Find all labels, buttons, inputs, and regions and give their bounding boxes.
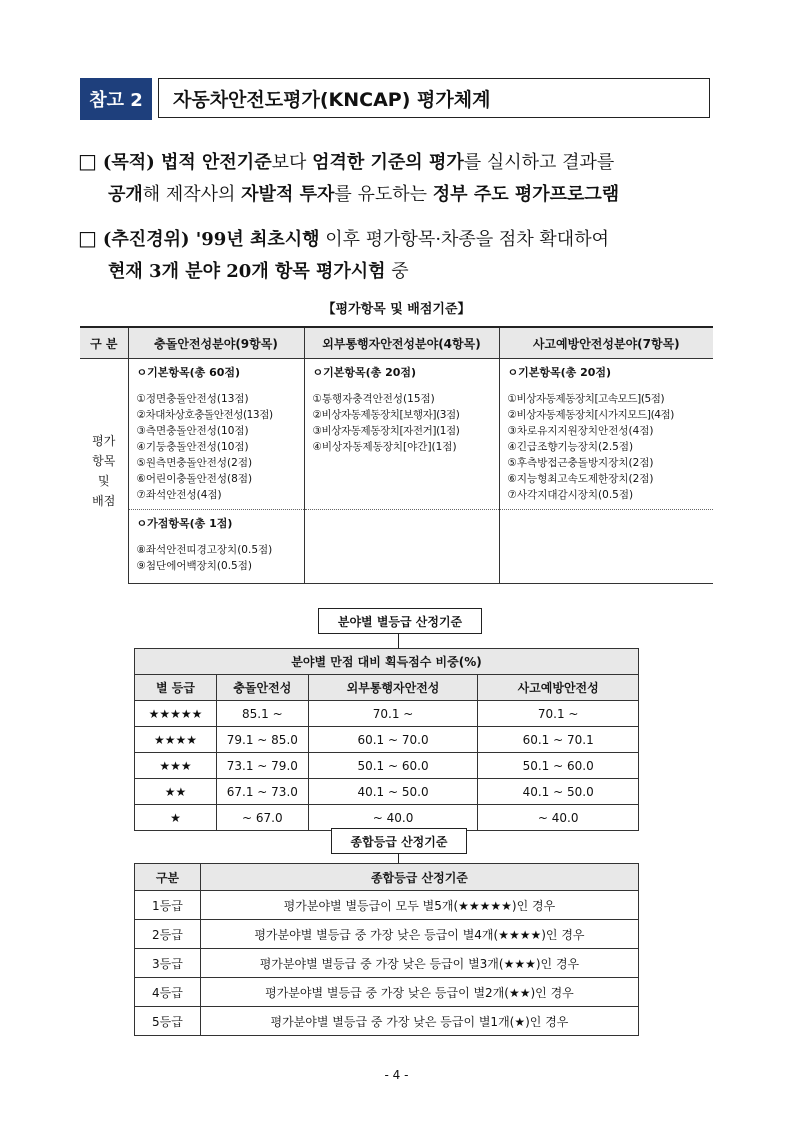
text: 중 xyxy=(385,261,409,282)
column-header: 종합등급 산정기준 xyxy=(200,864,638,891)
connector-line xyxy=(398,634,399,648)
star-cell: ★★★★★ xyxy=(135,701,217,727)
list-item: ⑨첨단에어백장치(0.5점) xyxy=(136,560,252,572)
section-head: ㅇ가점항목(총 1점) xyxy=(136,517,233,530)
column-header: 외부통행자안전성분야(4항목) xyxy=(304,327,499,359)
list-item: ②비상자동제동장치[시가지모드](4점) xyxy=(507,409,674,421)
table-row xyxy=(135,701,639,727)
list-item: ⑦사각지대감시장치(0.5점) xyxy=(507,489,634,501)
text-bold: 정부 주도 평가프로그램 xyxy=(432,184,620,205)
grade-cell: 1등급 xyxy=(135,891,201,920)
label-history: (추진경위) xyxy=(102,229,196,250)
list-item: ④긴급조향기능장치(2.5점) xyxy=(507,441,634,453)
text-bold: '99년 최초시행 xyxy=(195,229,320,250)
table-cell: 70.1 ~ xyxy=(308,701,478,727)
list-item: ③측면충돌안전성(10점) xyxy=(136,425,249,437)
row-label-line: 및 xyxy=(97,474,110,489)
collision-basic-cell xyxy=(128,359,304,510)
connector-line xyxy=(398,854,399,863)
table-row xyxy=(80,510,713,584)
bullet-line xyxy=(78,256,609,288)
star-cell: ★ xyxy=(135,805,217,831)
table-header-row xyxy=(135,675,639,701)
table-cell: 40.1 ~ 50.0 xyxy=(308,779,478,805)
row-label-line: 배점 xyxy=(92,494,116,509)
grade-cell: 3등급 xyxy=(135,949,201,978)
table-cell: 79.1 ~ 85.0 xyxy=(216,727,308,753)
column-header: 외부통행자안전성 xyxy=(308,675,478,701)
label-purpose: (목적) xyxy=(102,152,161,173)
text-bold: 현재 3개 분야 20개 항목 평가시험 xyxy=(108,261,386,282)
table-cell: ~ 40.0 xyxy=(308,805,478,831)
table-row xyxy=(135,1007,639,1036)
grade-cell: 5등급 xyxy=(135,1007,201,1036)
list-item: ①통행자충격안전성(15점) xyxy=(312,393,435,405)
text: 해 제작사의 xyxy=(142,184,242,205)
empty-cell xyxy=(499,510,713,584)
evaluation-items-table xyxy=(80,326,713,584)
table-caption: 【평가항목 및 배점기준】 xyxy=(322,302,471,317)
list-item: ⑤후측방접근충돌방지장치(2점) xyxy=(507,457,654,469)
checkbox-square-icon: □ xyxy=(78,149,97,173)
prevention-basic-cell xyxy=(499,359,713,510)
criteria-cell: 평가분야별 별등급 중 가장 낮은 등급이 별2개(★★)인 경우 xyxy=(200,978,638,1007)
pedestrian-basic-cell xyxy=(304,359,499,510)
table-cell: 73.1 ~ 79.0 xyxy=(216,753,308,779)
list-item: ③비상자동제동장치[자전거](1점) xyxy=(312,425,460,437)
column-header: 별 등급 xyxy=(135,675,217,701)
table-cell: ~ 67.0 xyxy=(216,805,308,831)
section-head: ㅇ기본항목(총 20점) xyxy=(312,366,417,379)
grade-cell: 2등급 xyxy=(135,920,201,949)
list-item: ⑥어린이충돌안전성(8점) xyxy=(136,473,253,485)
star-grade-table xyxy=(134,648,639,831)
text: 를 유도하는 xyxy=(334,184,433,205)
table-cell: 60.1 ~ 70.0 xyxy=(308,727,478,753)
text-bold: 법적 안전기준 xyxy=(160,152,272,173)
column-header: 사고예방안전성 xyxy=(478,675,639,701)
list-item: ②차대차상호충돌안전성(13점) xyxy=(136,409,273,421)
table-cell: 67.1 ~ 73.0 xyxy=(216,779,308,805)
checkbox-square-icon: □ xyxy=(78,226,97,250)
grade-cell: 4등급 xyxy=(135,978,201,1007)
column-header: 충돌안전성 xyxy=(216,675,308,701)
criteria-cell: 평가분야별 별등급 중 가장 낮은 등급이 별3개(★★★)인 경우 xyxy=(200,949,638,978)
table-cell: 85.1 ~ xyxy=(216,701,308,727)
text-bold: 자발적 투자 xyxy=(241,184,335,205)
table-row xyxy=(135,727,639,753)
star-cell: ★★ xyxy=(135,779,217,805)
star-grade-label-box: 분야별 별등급 산정기준 xyxy=(318,608,482,634)
list-item: ⑦좌석안전성(4점) xyxy=(136,489,222,501)
table-header-row xyxy=(80,327,713,359)
page-title: 자동차안전도평가(KNCAP) 평가체계 xyxy=(158,78,710,118)
bullet-line xyxy=(78,222,609,256)
list-item: ②비상자동제동장치[보행자](3점) xyxy=(312,409,460,421)
text-bold: 공개 xyxy=(108,184,143,205)
table-header-row xyxy=(135,864,639,891)
page-number: - 4 - xyxy=(384,1068,409,1082)
section-head: ㅇ기본항목(총 20점) xyxy=(507,366,612,379)
table-cell: 60.1 ~ 70.1 xyxy=(478,727,639,753)
table-row xyxy=(135,949,639,978)
list-item: ⑧좌석안전띠경고장치(0.5점) xyxy=(136,544,273,556)
table-header-row xyxy=(135,649,639,675)
table-row xyxy=(135,978,639,1007)
table-cell: 50.1 ~ 60.0 xyxy=(478,753,639,779)
table-row xyxy=(135,891,639,920)
text-bold: 엄격한 기준의 평가 xyxy=(312,152,464,173)
overall-grade-table xyxy=(134,863,639,1036)
table-cell: 40.1 ~ 50.0 xyxy=(478,779,639,805)
bullet-line xyxy=(78,145,619,179)
row-label-line: 평가 xyxy=(92,434,116,449)
table-row xyxy=(80,359,713,510)
table-cell: 70.1 ~ xyxy=(478,701,639,727)
bullet-line xyxy=(78,179,619,211)
group-header: 분야별 만점 대비 획득점수 비중(%) xyxy=(135,649,639,675)
text: 보다 xyxy=(271,152,313,173)
text: 이후 평가항목·차종을 점차 확대하여 xyxy=(319,229,609,250)
column-header: 구분 xyxy=(135,864,201,891)
section-head: ㅇ기본항목(총 60점) xyxy=(136,366,241,379)
bullet-history xyxy=(78,222,609,288)
text: 를 실시하고 결과를 xyxy=(463,152,615,173)
list-item: ①정면충돌안전성(13점) xyxy=(136,393,249,405)
table-row xyxy=(135,920,639,949)
table-row xyxy=(135,779,639,805)
list-item: ④기둥충돌안전성(10점) xyxy=(136,441,249,453)
list-item: ⑤원측면충돌안전성(2점) xyxy=(136,457,253,469)
column-header: 충돌안전성분야(9항목) xyxy=(128,327,304,359)
criteria-cell: 평가분야별 별등급이 모두 별5개(★★★★★)인 경우 xyxy=(200,891,638,920)
list-item: ④비상자동제동장치[야간](1점) xyxy=(312,441,457,453)
column-header: 구 분 xyxy=(80,327,128,359)
criteria-cell: 평가분야별 별등급 중 가장 낮은 등급이 별4개(★★★★)인 경우 xyxy=(200,920,638,949)
table-cell: 50.1 ~ 60.0 xyxy=(308,753,478,779)
star-cell: ★★★ xyxy=(135,753,217,779)
overall-grade-label-box: 종합등급 산정기준 xyxy=(331,828,467,854)
list-item: ③차로유지지원장치안전성(4점) xyxy=(507,425,654,437)
reference-badge: 참고 2 xyxy=(80,78,152,120)
list-item: ⑥지능형최고속도제한장치(2점) xyxy=(507,473,654,485)
row-label-line: 항목 xyxy=(92,454,116,469)
table-cell: ~ 40.0 xyxy=(478,805,639,831)
collision-bonus-cell xyxy=(128,510,304,584)
table-row xyxy=(135,753,639,779)
list-item: ①비상자동제동장치[고속모드](5점) xyxy=(507,393,665,405)
bullet-purpose xyxy=(78,145,619,211)
column-header: 사고예방안전성분야(7항목) xyxy=(499,327,713,359)
row-label xyxy=(80,359,128,584)
table-row xyxy=(135,805,639,831)
criteria-cell: 평가분야별 별등급 중 가장 낮은 등급이 별1개(★)인 경우 xyxy=(200,1007,638,1036)
empty-cell xyxy=(304,510,499,584)
star-cell: ★★★★ xyxy=(135,727,217,753)
